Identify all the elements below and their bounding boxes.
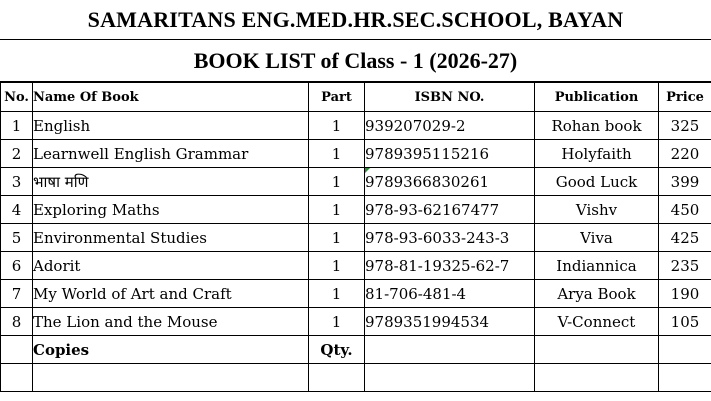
table-row <box>1 112 711 140</box>
cell-empty[interactable] <box>365 336 535 364</box>
header-row <box>1 83 711 112</box>
cell-name[interactable]: Learnwell English Grammar <box>33 140 309 168</box>
cell-empty[interactable] <box>535 336 659 364</box>
cell-empty[interactable] <box>1 336 33 364</box>
column-header-isbn[interactable]: ISBN NO. <box>365 83 535 112</box>
table-row <box>1 168 711 196</box>
qty-label[interactable]: Qty. <box>309 336 365 364</box>
cell-publication[interactable]: Indiannica <box>535 252 659 280</box>
copies-label[interactable]: Copies <box>33 336 309 364</box>
cell-no[interactable]: 2 <box>1 140 33 168</box>
cell-comment-marker <box>365 168 370 173</box>
column-header-part[interactable]: Part <box>309 83 365 112</box>
cell-publication[interactable]: V-Connect <box>535 308 659 336</box>
cell-empty[interactable] <box>1 364 33 392</box>
cell-price[interactable]: 190 <box>659 280 711 308</box>
cell-publication[interactable]: Vishv <box>535 196 659 224</box>
blank-row <box>1 364 711 392</box>
column-header-publication[interactable]: Publication <box>535 83 659 112</box>
cell-isbn[interactable]: 978-93-6033-243-3 <box>365 224 535 252</box>
book-list-title[interactable]: BOOK LIST of Class - 1 (2026-27) <box>0 40 711 82</box>
table-row <box>1 140 711 168</box>
cell-publication[interactable]: Good Luck <box>535 168 659 196</box>
cell-name[interactable]: भाषा मणि <box>33 168 309 196</box>
cell-part[interactable]: 1 <box>309 196 365 224</box>
cell-empty[interactable] <box>659 336 711 364</box>
table-row <box>1 280 711 308</box>
cell-isbn[interactable]: 9789395115216 <box>365 140 535 168</box>
cell-price[interactable]: 325 <box>659 112 711 140</box>
cell-name[interactable]: The Lion and the Mouse <box>33 308 309 336</box>
cell-no[interactable]: 6 <box>1 252 33 280</box>
cell-empty[interactable] <box>659 364 711 392</box>
cell-publication[interactable]: Holyfaith <box>535 140 659 168</box>
cell-isbn[interactable]: 978-93-62167477 <box>365 196 535 224</box>
cell-part[interactable]: 1 <box>309 308 365 336</box>
cell-no[interactable]: 3 <box>1 168 33 196</box>
cell-price[interactable]: 399 <box>659 168 711 196</box>
cell-no[interactable]: 4 <box>1 196 33 224</box>
cell-part[interactable]: 1 <box>309 252 365 280</box>
column-header-name[interactable]: Name Of Book <box>33 83 309 112</box>
cell-isbn[interactable]: 9789351994534 <box>365 308 535 336</box>
cell-publication[interactable]: Arya Book <box>535 280 659 308</box>
cell-name[interactable]: Environmental Studies <box>33 224 309 252</box>
cell-isbn[interactable]: 81-706-481-4 <box>365 280 535 308</box>
cell-part[interactable]: 1 <box>309 224 365 252</box>
cell-publication[interactable]: Viva <box>535 224 659 252</box>
cell-part[interactable]: 1 <box>309 168 365 196</box>
table-row <box>1 252 711 280</box>
column-header-no[interactable]: No. <box>1 83 33 112</box>
cell-price[interactable]: 425 <box>659 224 711 252</box>
cell-price[interactable]: 450 <box>659 196 711 224</box>
cell-name[interactable]: My World of Art and Craft <box>33 280 309 308</box>
cell-isbn[interactable]: 978-81-19325-62-7 <box>365 252 535 280</box>
copies-row <box>1 336 711 364</box>
cell-part[interactable]: 1 <box>309 112 365 140</box>
cell-name[interactable]: English <box>33 112 309 140</box>
cell-empty[interactable] <box>309 364 365 392</box>
cell-empty[interactable] <box>33 364 309 392</box>
column-header-price[interactable]: Price <box>659 83 711 112</box>
cell-name[interactable]: Adorit <box>33 252 309 280</box>
cell-price[interactable]: 235 <box>659 252 711 280</box>
cell-name[interactable]: Exploring Maths <box>33 196 309 224</box>
cell-no[interactable]: 7 <box>1 280 33 308</box>
cell-isbn[interactable]: 939207029-2 <box>365 112 535 140</box>
cell-empty[interactable] <box>365 364 535 392</box>
book-list-table <box>0 82 711 392</box>
cell-empty[interactable] <box>535 364 659 392</box>
cell-price[interactable]: 220 <box>659 140 711 168</box>
cell-no[interactable]: 5 <box>1 224 33 252</box>
table-row <box>1 224 711 252</box>
cell-no[interactable]: 8 <box>1 308 33 336</box>
cell-isbn-text: 9789366830261 <box>365 172 490 191</box>
cell-price[interactable]: 105 <box>659 308 711 336</box>
cell-part[interactable]: 1 <box>309 280 365 308</box>
cell-no[interactable]: 1 <box>1 112 33 140</box>
cell-isbn[interactable] <box>365 168 535 196</box>
cell-publication[interactable]: Rohan book <box>535 112 659 140</box>
school-name[interactable]: SAMARITANS ENG.MED.HR.SEC.SCHOOL, BAYAN <box>0 0 711 40</box>
table-row <box>1 196 711 224</box>
table-row <box>1 308 711 336</box>
cell-part[interactable]: 1 <box>309 140 365 168</box>
